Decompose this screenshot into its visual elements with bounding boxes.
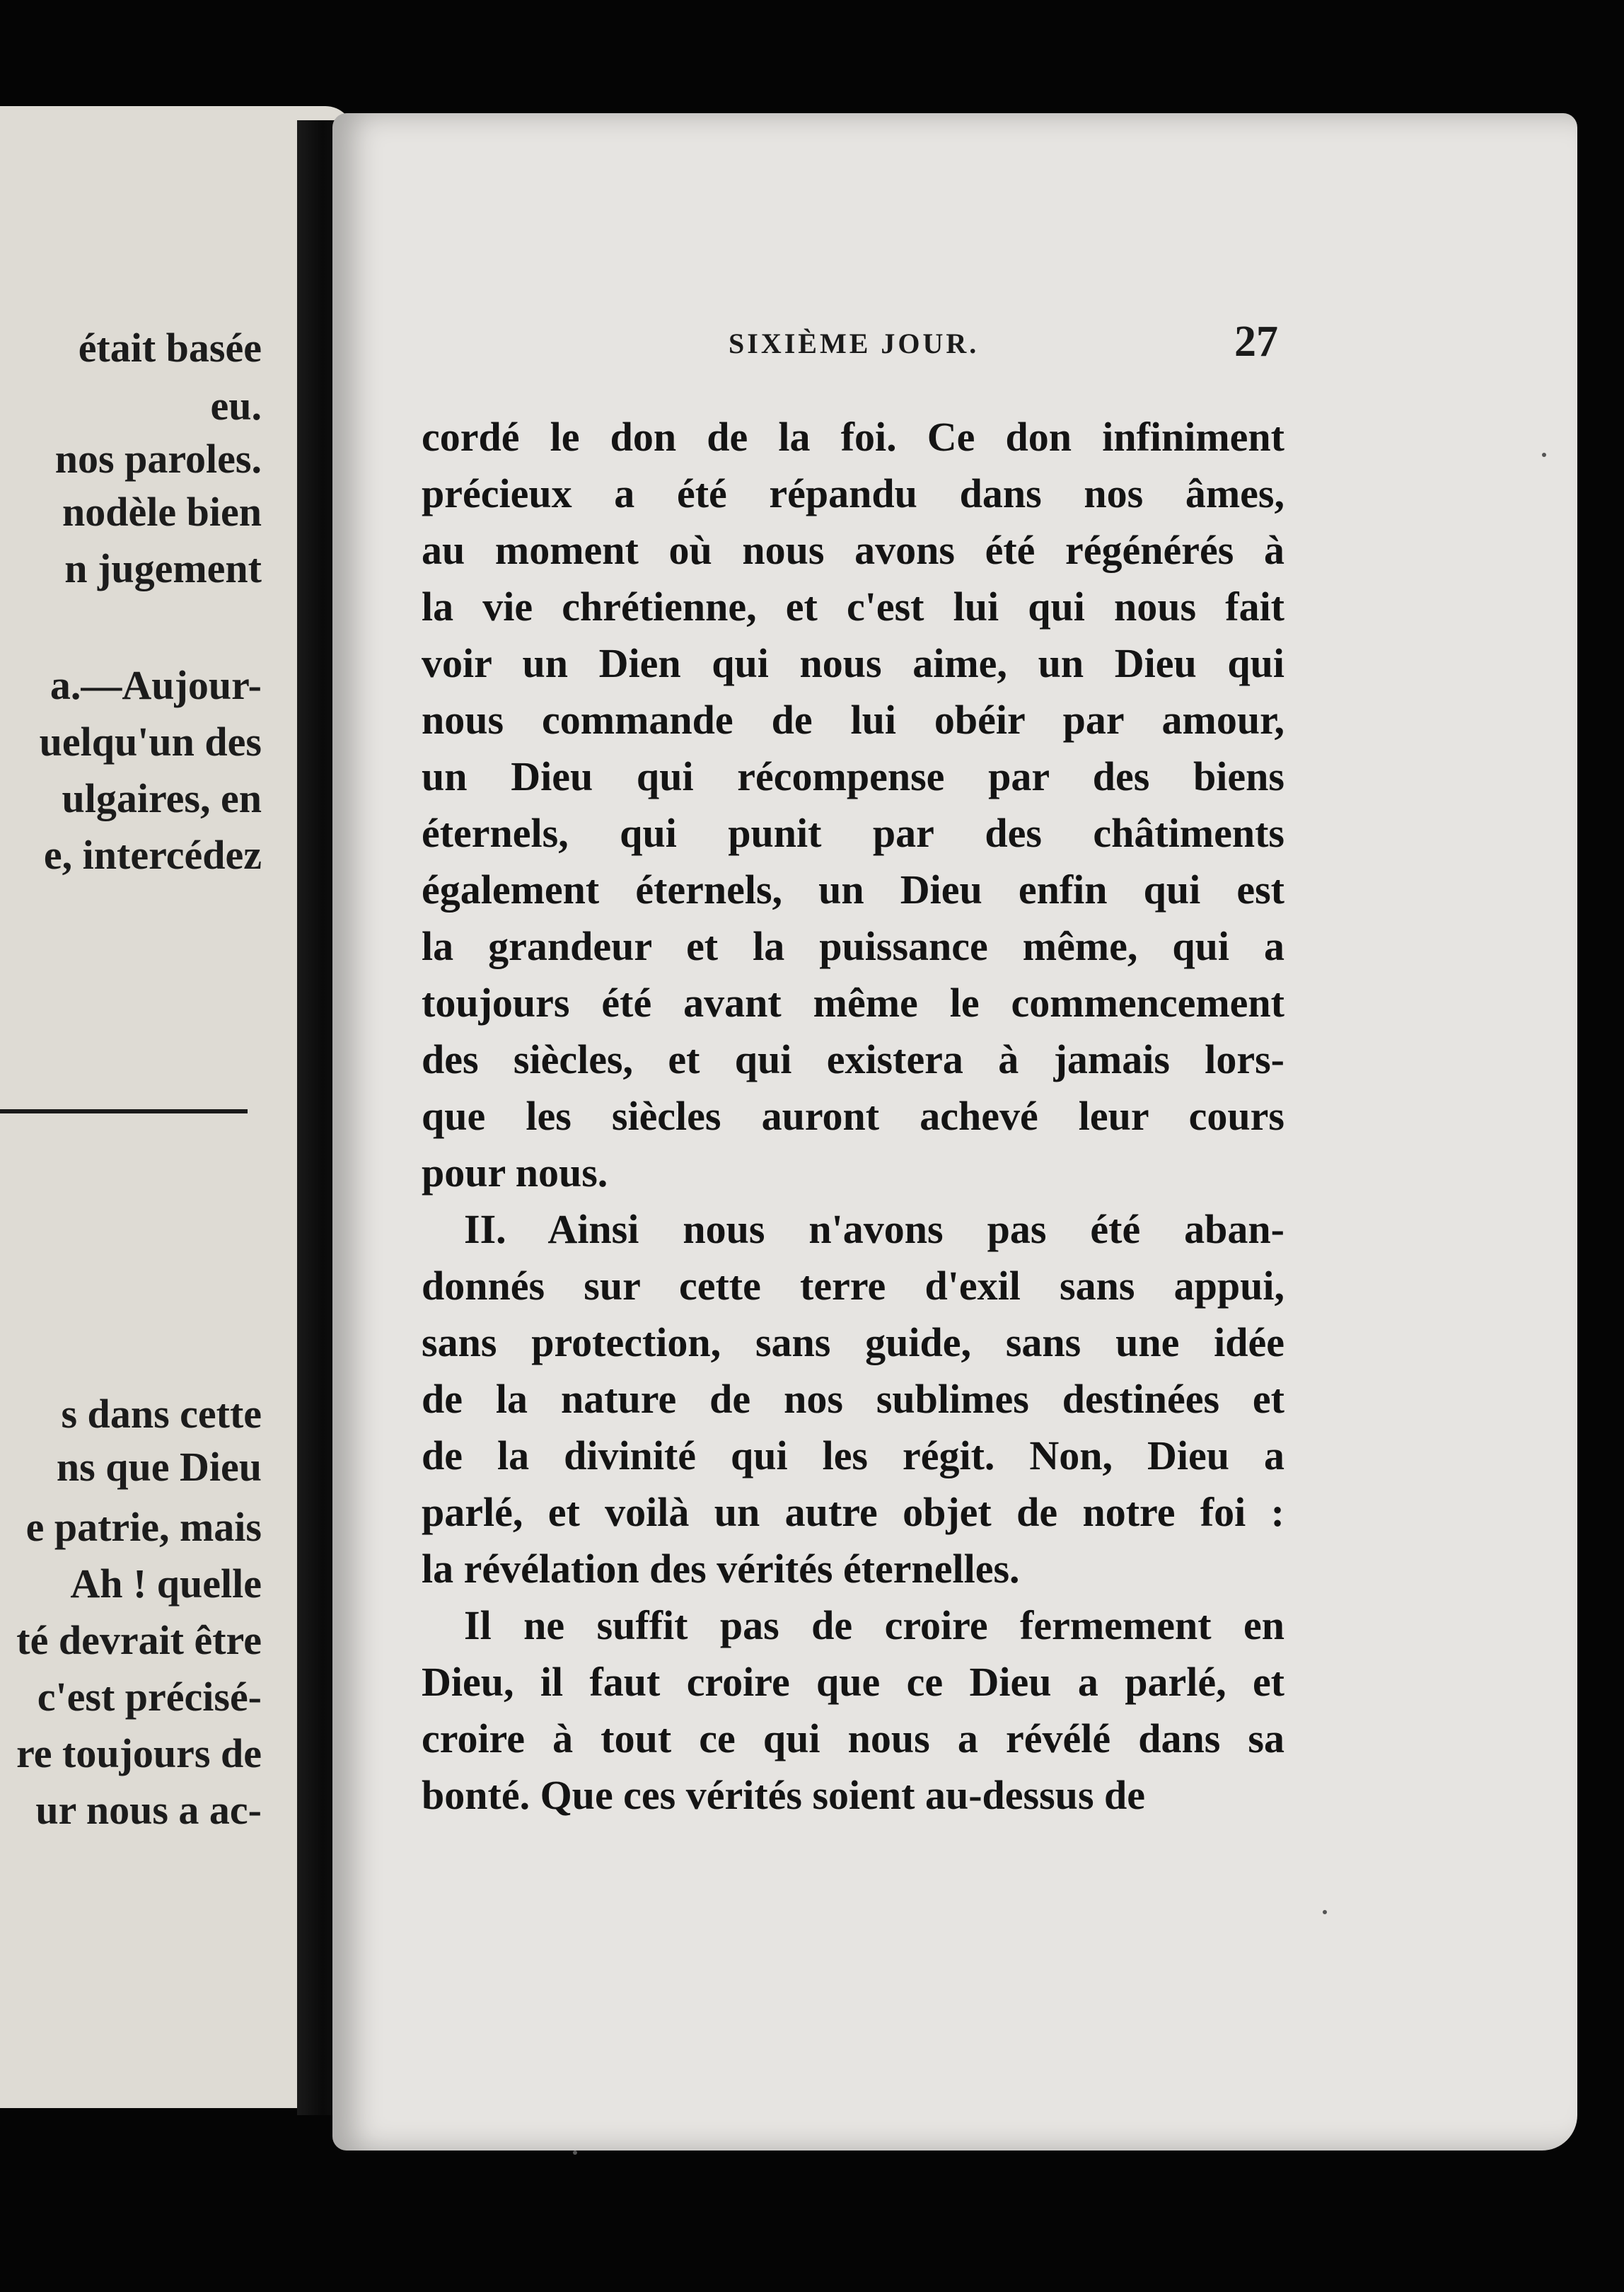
paper-speck [573, 2151, 577, 2155]
text-line: précieux a été répandu dans nos âmes, [422, 470, 1284, 516]
running-head: SIXIÈME JOUR. [729, 328, 980, 359]
text-line: de la nature de nos sublimes destinées et [422, 1376, 1284, 1422]
text-line: Dieu, il faut croire que ce Dieu a parlé, et [422, 1659, 1284, 1705]
left-text-line: ulgaires, en [62, 775, 262, 821]
text-line: au moment où nous avons été régénérés à [422, 527, 1284, 573]
text-line: la grandeur et la puissance même, qui a [422, 923, 1284, 969]
left-text-line: re toujours de [16, 1730, 262, 1776]
text-line: la révélation des vérités éternelles. [422, 1546, 1020, 1592]
text-line: II. Ainsi nous n'avons pas été aban- [464, 1206, 1284, 1252]
text-line: de la divinité qui les régit. Non, Dieu a [422, 1432, 1284, 1478]
left-text-line: était basée [78, 325, 262, 371]
left-text-line: s dans cette [61, 1391, 262, 1437]
text-line: la vie chrétienne, et c'est lui qui nous fait [422, 584, 1284, 630]
text-line: sans protection, sans guide, sans une idée [422, 1319, 1284, 1365]
left-text-line: nos paroles. [54, 436, 262, 482]
left-text-line: e, intercédez [43, 832, 262, 878]
text-line: cordé le don de la foi. Ce don infiniment [422, 414, 1284, 460]
paper-speck [1323, 1910, 1327, 1914]
left-text-line: n jugement [64, 545, 262, 591]
paper-speck [1542, 453, 1546, 457]
text-line: nous commande de lui obéir par amour, [422, 697, 1284, 743]
left-text-line: Ah ! quelle [70, 1561, 262, 1607]
text-line: un Dieu qui récompense par des biens [422, 753, 1284, 799]
left-text-line: eu. [210, 383, 262, 429]
text-line: bonté. Que ces vérités soient au-dessus de [422, 1772, 1146, 1818]
left-text-line: c'est précisé- [37, 1674, 262, 1720]
text-line: pour nous. [422, 1150, 608, 1196]
text-line: des siècles, et qui existera à jamais lors- [422, 1036, 1284, 1082]
text-line: toujours été avant même le commencement [422, 980, 1284, 1026]
text-line: éternels, qui punit par des châtiments [422, 810, 1284, 856]
page-number: 27 [1234, 318, 1278, 366]
left-text-line: a.—Aujour- [50, 662, 262, 708]
text-line: que les siècles auront achevé leur cours [422, 1093, 1284, 1139]
text-line: voir un Dien qui nous aime, un Dieu qui [422, 640, 1284, 686]
left-text-line: ur nous a ac- [35, 1787, 262, 1833]
left-text-line: uelqu'un des [39, 719, 262, 765]
text-line: Il ne suffit pas de croire fermement en [464, 1602, 1284, 1648]
text-line: donnés sur cette terre d'exil sans appui, [422, 1263, 1284, 1309]
left-text-line: e patrie, mais [25, 1504, 262, 1550]
body-text [422, 409, 1284, 1824]
text-line: également éternels, un Dieu enfin qui est [422, 867, 1284, 913]
text-line: croire à tout ce qui nous a révélé dans sa [422, 1715, 1284, 1761]
left-text-line: ns que Dieu [56, 1444, 262, 1490]
text-line: parlé, et voilà un autre objet de notre foi : [422, 1489, 1284, 1535]
left-text-line: té devrait être [16, 1617, 262, 1663]
section-rule [0, 1109, 248, 1113]
left-text-line: nodèle bien [62, 489, 262, 535]
